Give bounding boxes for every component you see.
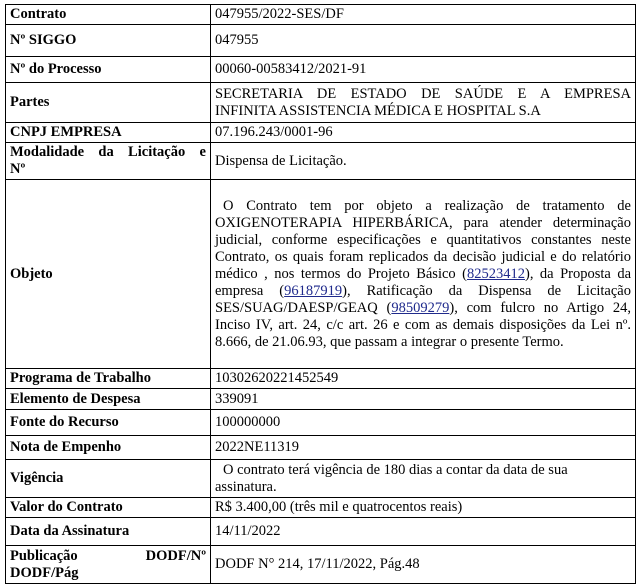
value-elemento: 339091 (211, 389, 636, 410)
row-cnpj (6, 123, 636, 143)
value-partes (211, 83, 636, 123)
row-modalidade (6, 143, 636, 180)
contract-summary-table (5, 4, 636, 584)
label-processo: Nº do Processo (6, 57, 211, 83)
row-publicacao (6, 546, 636, 584)
value-cnpj: 07.196.243/0001-96 (211, 123, 636, 143)
value-contrato: 047955/2022-SES/DF (211, 5, 636, 25)
label-siggo: Nº SIGGO (6, 25, 211, 57)
label-valor: Valor do Contrato (6, 498, 211, 518)
value-fonte: 100000000 (211, 410, 636, 436)
value-objeto (211, 180, 636, 369)
row-contrato (6, 5, 636, 25)
objeto-text-2: ), da Proposta da empresa ( (215, 265, 632, 299)
value-publicacao: DODF N° 214, 17/11/2022, Pág.48 (211, 546, 636, 584)
link-projeto-basico[interactable]: 82523412 (466, 265, 525, 282)
row-valor (6, 498, 636, 518)
row-empenho (6, 436, 636, 460)
link-proposta-empresa[interactable]: 96187919 (284, 282, 343, 299)
row-processo (6, 57, 636, 83)
partes-line-2: INFINITA ASSISTENCIA MÉDICA E HOSPITAL S.A (215, 102, 541, 119)
label-modalidade (6, 143, 211, 180)
row-partes (6, 83, 636, 123)
objeto-text-1: O Contrato tem por objeto a realização de tratamento de OXIGENOTERAPIA HIPERBÁRICA, para atender determinação judicial, conforme especificações e quantitativos constantes neste Contrato, os quais foram replicados da decisão judicial e do relatório médico , nos termos do Projeto Básico ( (215, 197, 631, 282)
publicacao-label-line-1: Publicação DODF/Nº (10, 547, 206, 564)
label-partes: Partes (6, 83, 211, 123)
link-ratificacao-dispensa[interactable]: 98509279 (391, 299, 450, 316)
label-cnpj: CNPJ EMPRESA (6, 123, 211, 143)
row-fonte (6, 410, 636, 436)
value-siggo: 047955 (211, 25, 636, 57)
objeto-text-4: ), com fulcro no Artigo 24, Inciso IV, art. 24, c/c art. 26 e com as demais disposições da Lei nº. 8.666, de 21.06.93, que passam a integrar o presente Termo. (215, 299, 631, 350)
value-processo: 00060-00583412/2021-91 (211, 57, 636, 83)
row-vigencia (6, 460, 636, 498)
row-elemento (6, 389, 636, 410)
label-programa: Programa de Trabalho (6, 369, 211, 389)
row-assinatura (6, 518, 636, 546)
label-assinatura: Data da Assinatura (6, 518, 211, 546)
objeto-text-3: ), Ratificação da Dispensa de Licitação SES/SUAG/DAESP/GEAQ ( (215, 282, 631, 316)
label-objeto: Objeto (6, 180, 211, 369)
value-valor: R$ 3.400,00 (três mil e quatrocentos reais) (211, 498, 636, 518)
value-empenho: 2022NE11319 (211, 436, 636, 460)
value-modalidade: Dispensa de Licitação. (211, 143, 636, 180)
label-publicacao (6, 546, 211, 584)
value-vigencia: O contrato terá vigência de 180 dias a contar da data de sua assinatura. (211, 460, 636, 498)
label-vigencia: Vigência (6, 460, 211, 498)
row-programa (6, 369, 636, 389)
label-elemento: Elemento de Despesa (6, 389, 211, 410)
modalidade-label-line-2: Nº (10, 161, 26, 177)
value-assinatura: 14/11/2022 (211, 518, 636, 546)
modalidade-label-line-1: Modalidade da Licitação e (10, 144, 206, 160)
label-empenho: Nota de Empenho (6, 436, 211, 460)
label-fonte: Fonte do Recurso (6, 410, 211, 436)
row-objeto (6, 180, 636, 369)
value-programa: 10302620221452549 (211, 369, 636, 389)
publicacao-label-line-2: DODF/Pág (10, 564, 79, 581)
partes-line-1: SECRETARIA DE ESTADO DE SAÚDE E A EMPRESA (215, 85, 631, 102)
row-siggo (6, 25, 636, 57)
label-contrato: Contrato (6, 5, 211, 25)
